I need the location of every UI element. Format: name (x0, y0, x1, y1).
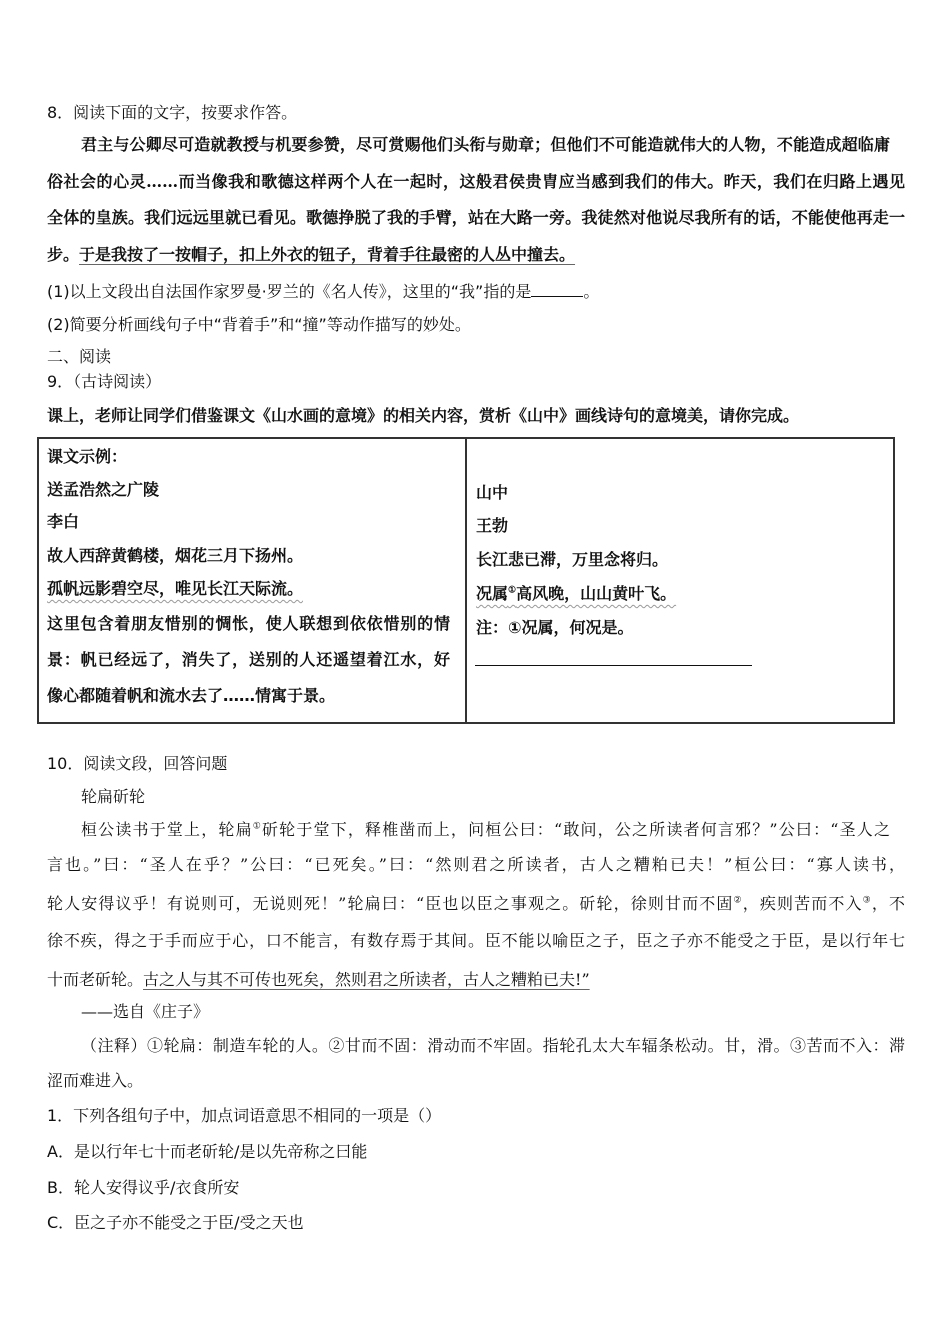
footnote-mark: ② (733, 895, 743, 906)
left-poem-line-underlined: 孤帆远影碧空尽，唯见长江天际流。 (47, 579, 304, 598)
text: (1)以上文段出自法国作家罗曼·罗兰的《名人传》，这里的“我”指的是 (47, 282, 532, 301)
passage-line: 徐不疾，得之于手而应于心，口不能言，有数存焉于其间。臣不能以喻臣之子，臣之子亦不能受之于臣，是以行年七 (47, 931, 905, 950)
passage-line: 言也。”曰：“圣人在乎？”公曰：“已死矣。”曰：“然则君之所读者，古人之糟粕已夫！”桓公曰：“寡人读书， (47, 855, 905, 874)
q8-sub2: (2)简要分析画线句子中“背着手”和“撞”等动作描写的妙处。 (47, 315, 471, 334)
q8-para-last-line (47, 244, 575, 266)
right-poem-line: 长江悲已滞，万里念将归。 (476, 550, 669, 569)
underlined-sentence: 于是我按了一按帽子，扣上外衣的钮子，背着手往最密的人丛中撞去。 (79, 245, 576, 264)
option-b[interactable]: B．轮人安得议乎/衣食所安 (47, 1178, 240, 1197)
sub-question: 1．下列各组句子中，加点词语意思不相同的一项是（） (47, 1106, 442, 1125)
q8-para-line: 全体的皇族。我们远远里就已看见。歌德挣脱了我的手臂，站在大路一旁。我徒然对他说尽我所有的话，不能使他再走一 (47, 208, 905, 227)
option-c[interactable]: C．臣之子亦不能受之于臣/受之天也 (47, 1213, 304, 1232)
left-author: 李白 (47, 512, 80, 531)
right-poem-title: 山中 (476, 483, 509, 502)
left-poem-line: 故人西辞黄鹤楼，烟花三月下扬州。 (47, 546, 304, 565)
q10-title: 10．阅读文段，回答问题 (47, 754, 228, 773)
option-a[interactable]: A．是以行年七十而老斫轮/是以先帝称之曰能 (47, 1142, 368, 1161)
text: 高风晚，山山黄叶飞。 (516, 584, 677, 603)
q8-para-line: 君主与公卿尽可造就教授与机要参赞，尽可赏赐他们头衔与勋章；但他们不可能造就伟大的人物，不能造成超临庸 (81, 135, 890, 154)
annotation-line: （注释）①轮扁：制造车轮的人。②甘而不固：滑动而不牢固。指轮孔太大车辐条松动。甘，滑。③苦而不入：滞 (81, 1036, 905, 1055)
passage-title: 轮扁斫轮 (81, 787, 146, 806)
q8-title: 8．阅读下面的文字，按要求作答。 (47, 103, 298, 122)
right-author: 王勃 (476, 516, 509, 535)
annotation-line: 涩而难进入。 (47, 1071, 144, 1090)
left-poem-title: 送孟浩然之广陵 (47, 480, 160, 499)
q8-para-line: 俗社会的心灵……而当像我和歌德这样两个人在一起时，这般君侯贵胄应当感到我们的伟大。昨天，我们在归路上遇见 (47, 172, 905, 191)
table-divider (465, 437, 467, 724)
passage-line: 十而老斫轮。古之人与其不可传也死矣，然则君之所读者，古人之糟粕已夫!” (47, 970, 590, 989)
q8-sub1 (47, 281, 599, 303)
text: 步。 (47, 245, 80, 264)
footnote-mark: ① (252, 821, 262, 832)
answer-blank[interactable] (531, 282, 583, 297)
text: 。 (583, 282, 600, 301)
left-analysis-line: 景：帆已经远了，消失了，送别的人还遥望着江水，好 (47, 650, 450, 669)
underlined-sentence: 古之人与其不可传也死矣，然则君之所读者，古人之糟粕已夫!” (143, 970, 590, 989)
right-note: 注：①况属，何况是。 (476, 618, 634, 637)
passage-line: 轮人安得议乎！有说则可，无说则死！”轮扁曰：“臣也以臣之事观之。斫轮，徐则甘而不固②，疾则苦而不入③，不 (47, 894, 905, 913)
answer-line[interactable] (475, 665, 752, 666)
passage-line: 桓公读书于堂上，轮扁①斫轮于堂下，释椎凿而上，问桓公曰：“敢问，公之所读者何言邪？”公曰：“圣人之 (81, 820, 890, 839)
left-label: 课文示例： (47, 447, 128, 466)
right-poem-line-underlined (476, 584, 676, 603)
q9-prompt: 课上，老师让同学们借鉴课文《山水画的意境》的相关内容，赏析《山中》画线诗句的意境美，请你完成。 (47, 406, 800, 425)
footnote-mark: ① (508, 585, 517, 596)
source: ——选自《庄子》 (81, 1002, 210, 1021)
left-analysis-line: 像心都随着帆和流水去了……情寓于景。 (47, 686, 336, 705)
text: 况属 (476, 584, 509, 603)
section-heading: 二、阅读 (47, 347, 112, 366)
left-analysis-line: 这里包含着朋友惜别的惆怅，使人联想到依依惜别的情 (47, 614, 450, 633)
footnote-mark: ③ (862, 895, 872, 906)
q9-title: 9．（古诗阅读） (47, 372, 162, 391)
